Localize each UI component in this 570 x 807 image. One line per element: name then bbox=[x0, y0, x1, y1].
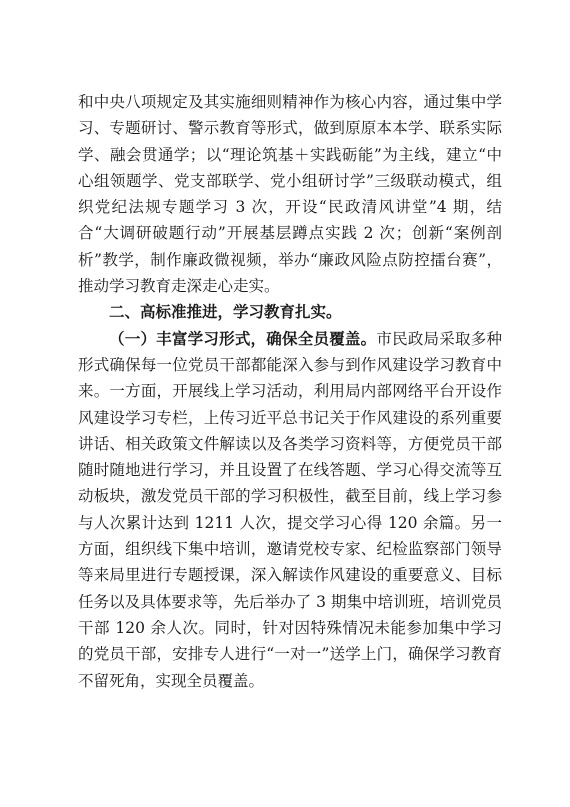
paragraph-continuation: 和中央八项规定及其实施细则精神作为核心内容，通过集中学习、专题研讨、警示教育等形式，做到原原本本学、联系实际学、融会贯通学；以“理论筑基＋实践砺能”为主线，建立“中心组领题学、党支部联学、党小组研讨学”三级联动模式，组织党纪法规专题学习 3 次，开设“民政清风讲堂”4 期，结合“大调研破题行动”开展基层蹲点实践 2 次；创新“案例剖析”教学，制作廉政微视频，举办“廉政风险点防控擂台赛”，推动学习教育走深走心走实。 bbox=[78, 93, 502, 296]
section-heading: 二、高标准推进，学习教育扎实。 bbox=[109, 302, 342, 322]
subsection-body: 市民政局采取多种形式确保每一位党员干部都能深入参与到作风建设学习教育中来。一方面，开展线上学习活动，利用局内部网络平台开设作风建设学习专栏，上传习近平总书记关于作风建设的系列重要讲话、相关政策文件解读以及各类学习资料等，方便党员干部随时随地进行学习，并且设置了在线答题、学习心得交流等互动板块，激发党员干部的学习积极性，截至目前，线上学习参与人次累计达到 1211 人次，提交学习心得 120 余篇。另一方面，组织线下集中培训，邀请党校专家、纪检监察部门领导等来局里进行专题授课，深入解读作风建设的重要意义、目标任务以及具体要求等，先后举办了 3 期集中培训班，培训党员干部 120 余人次。同时，针对因特殊情况未能参加集中学习的党员干部，安排专人进行“一对一”送学上门，确保学习教育不留死角，实现全员覆盖。 bbox=[78, 329, 502, 690]
subsection-lead: （一）丰富学习形式，确保全员覆盖。 bbox=[109, 328, 377, 348]
document-page bbox=[78, 89, 502, 694]
paragraph-subsection bbox=[78, 326, 502, 694]
